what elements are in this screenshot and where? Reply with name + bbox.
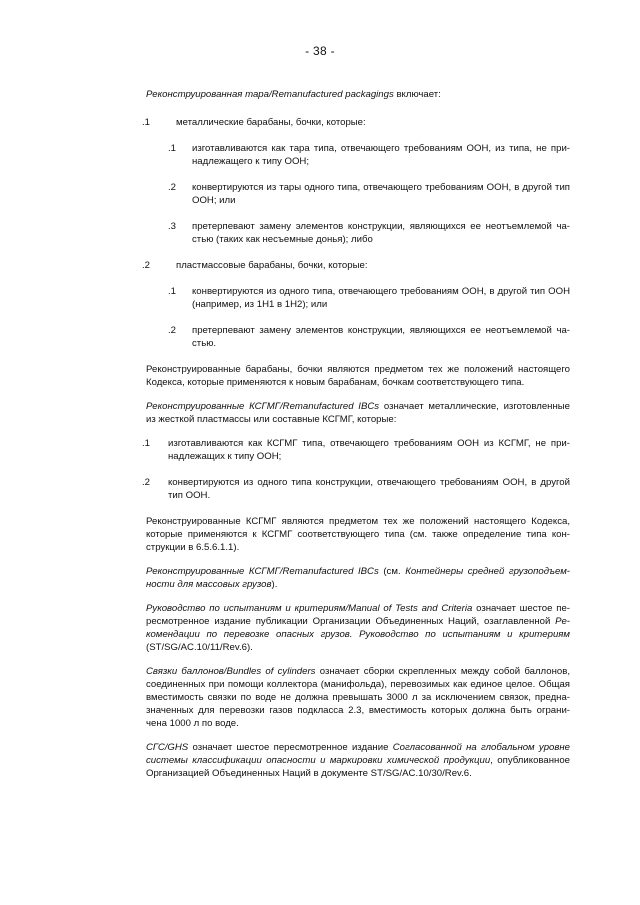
list-number: .1 xyxy=(168,143,177,154)
list-number: .2 xyxy=(168,182,177,193)
definition-remanufactured-ibcs xyxy=(146,400,570,426)
list-text: конвертируются из тары одного типа, отвечающего требованиям ООН, в другой тип ООН; или xyxy=(192,182,570,206)
term: Реконструированные КСГМГ/Remanufactured IBCs xyxy=(146,566,379,577)
term: Реконструированная тара/Remanufactured packagings xyxy=(146,89,394,100)
list-item xyxy=(142,259,570,272)
list-text: конвертируются из одного типа конструкции, отвечающего требованиям ООН, в другой тип ООН. xyxy=(168,477,570,501)
definition-text: означает шестое пе-ресмотренное издание публикации Организации Объединенных Наций, озаглавленной xyxy=(146,603,570,627)
list-item xyxy=(146,220,570,246)
publication-title: Согласованной на глобальном уровне системы классификации опасности и маркировки химической продукции xyxy=(146,742,570,766)
list-number: .3 xyxy=(168,221,177,232)
list-item xyxy=(146,324,570,350)
list-text: изготавливаются как тара типа, отвечающего требованиям ООН, из типа, не при-надлежащего к типу ООН; xyxy=(192,143,570,167)
list-item xyxy=(146,142,570,168)
document-body xyxy=(142,88,571,791)
list-number: .1 xyxy=(142,438,151,449)
list-item xyxy=(142,476,570,502)
definition-manual-of-tests xyxy=(146,602,570,654)
list-number: .2 xyxy=(142,477,151,488)
term: Реконструированные КСГМГ/Remanufactured IBCs xyxy=(146,401,380,412)
list-number: .1 xyxy=(142,117,151,128)
definition-text: , опубликованное Организацией Объединенных Наций в документе ST/SG/AC.10/30/Rev.6. xyxy=(146,755,570,779)
list-item xyxy=(146,181,570,207)
definition-text: означает сборки скрепленных между собой баллонов, соединенных при помощи коллектора (манифольда), перевозимых как единое целое. Общая вместимость связки по воде не должна превышать 3000 л за исключением связок, предна-значенных для перевозки газов подкласса 2.3, вместимость которых должна быть ограни-чена 1000 л по воде. xyxy=(146,666,570,729)
list-item xyxy=(142,437,570,463)
definition-remanufactured-packagings xyxy=(146,88,570,101)
list-text: конвертируются из одного типа, отвечающего требованиям ООН, в другой тип ООН (например, из 1H1 в 1H2); или xyxy=(192,286,570,310)
definition-text: включает: xyxy=(393,89,441,100)
definition-ghs xyxy=(146,741,570,780)
cross-reference: Контейнеры средней грузоподъем-ности для массовых грузов xyxy=(146,566,571,590)
list-text: претерпевают замену элементов конструкции, являющихся ее неотъемлемой ча-стью (таких как несъемные донья); либо xyxy=(192,221,570,245)
page-number: - 38 - xyxy=(305,44,335,58)
list-text: изготавливаются как КСГМГ типа, отвечающего требованиям ООН из КСГМГ, не при-надлежащих к типу ООН; xyxy=(168,438,570,462)
paragraph-remanufactured-ibcs: Реконструированные КСГМГ являются предметом тех же положений настоящего Кодекса, которые применяются к КСГМГ соответствующего типа (см. также определение типа кон-струкции в 6.5.6.1.1). xyxy=(146,516,570,553)
reference-prefix: (см. xyxy=(378,566,406,577)
publication-title: Ре-комендации по перевозке опасных грузов. Руководство по испытаниям и критериям xyxy=(146,616,570,640)
term: Руководство по испытаниям и критериям/Manual of Tests and Criteria xyxy=(146,603,473,614)
definition-bundles-of-cylinders xyxy=(146,665,570,730)
definition-text: означает шестое пересмотренное издание xyxy=(188,742,393,753)
list-number: .1 xyxy=(168,286,177,297)
definition-text: означает металлические, изготовленные из жесткой пластмассы или составные КСГМГ, которые: xyxy=(146,401,570,425)
list-text: металлические барабаны, бочки, которые: xyxy=(176,117,366,128)
list-item xyxy=(142,116,570,129)
term: СГС/GHS xyxy=(146,742,189,753)
list-text: пластмассовые барабаны, бочки, которые: xyxy=(176,260,368,271)
list-item xyxy=(146,285,570,311)
paragraph-remanufactured-drums: Реконструированные барабаны, бочки являются предметом тех же положений настоящего Кодекса, которые применяются к новым барабанам, бочкам соответствующего типа. xyxy=(146,364,570,388)
list-text: претерпевают замену элементов конструкции, являющихся ее неотъемлемой ча-стью. xyxy=(192,325,570,349)
definition-remanufactured-ibcs-reference xyxy=(146,565,570,591)
reference-suffix: ). xyxy=(271,579,278,590)
list-number: .2 xyxy=(142,260,151,271)
definition-text: (ST/SG/AC.10/11/Rev.6). xyxy=(146,642,253,653)
list-number: .2 xyxy=(168,325,177,336)
term: Связки баллонов/Bundles of cylinders xyxy=(146,666,316,677)
